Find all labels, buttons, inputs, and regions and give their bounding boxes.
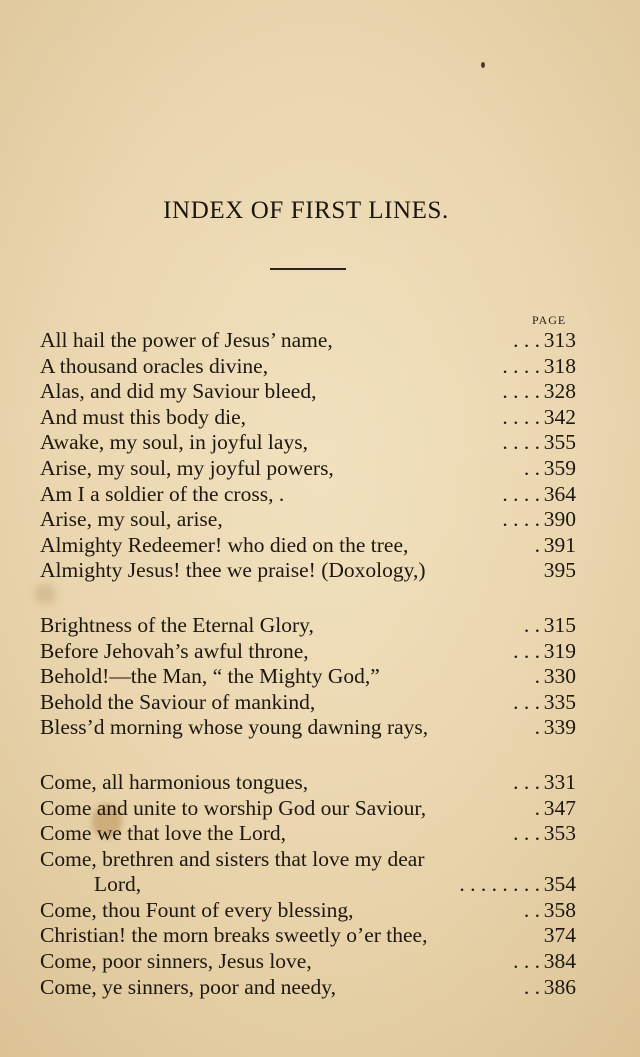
page-number: 315 bbox=[543, 612, 576, 637]
index-entry bbox=[40, 975, 580, 1001]
index-entry bbox=[40, 923, 580, 949]
first-line-text: Behold the Saviour of mankind, bbox=[40, 689, 316, 714]
dot-leader: . . . bbox=[513, 769, 540, 794]
page-title: INDEX OF FIRST LINES. bbox=[163, 197, 449, 224]
first-line-text: Arise, my soul, my joyful powers, bbox=[40, 455, 334, 480]
page-number: 355 bbox=[543, 430, 576, 455]
index-entry bbox=[40, 405, 580, 431]
index-entry bbox=[40, 796, 580, 822]
page-number: 330 bbox=[543, 664, 576, 689]
page-number: 374 bbox=[543, 923, 576, 948]
index-entry bbox=[40, 456, 580, 482]
page-number: 395 bbox=[543, 558, 576, 583]
dot-leader: . . . . bbox=[502, 507, 540, 532]
first-line-text: Come and unite to worship God our Saviour, bbox=[40, 795, 427, 820]
dot-leader: . bbox=[534, 795, 540, 820]
first-line-text: Arise, my soul, arise, bbox=[40, 507, 223, 532]
bleed-through-text bbox=[60, 20, 640, 330]
first-line-text: Come, poor sinners, Jesus love, bbox=[40, 949, 312, 974]
index-entry bbox=[40, 690, 580, 716]
first-line-text: Almighty Jesus! thee we praise! (Doxology,) bbox=[40, 558, 426, 583]
page-number: 313 bbox=[543, 328, 576, 352]
page-number: 364 bbox=[543, 481, 576, 506]
first-line-text: Brightness of the Eternal Glory, bbox=[40, 612, 314, 637]
dot-leader: . . bbox=[523, 974, 540, 999]
first-line-text: All hail the power of Jesus’ name, bbox=[40, 328, 333, 352]
index-entry bbox=[40, 328, 580, 354]
first-line-text: Am I a soldier of the cross, . bbox=[40, 481, 285, 506]
title-rule bbox=[270, 268, 346, 270]
index-entry bbox=[40, 533, 580, 559]
first-line-text: Come, brethren and sisters that love my dear bbox=[40, 846, 425, 871]
page-number: 390 bbox=[543, 507, 576, 532]
index-entry bbox=[40, 613, 580, 639]
first-line-text: A thousand oracles divine, bbox=[40, 353, 269, 378]
first-line-text: Christian! the morn breaks sweetly o’er thee, bbox=[40, 923, 428, 948]
index-group bbox=[40, 328, 580, 584]
index-entry bbox=[40, 482, 580, 508]
dot-leader: . . bbox=[523, 455, 540, 480]
page-number: 358 bbox=[543, 897, 576, 922]
first-line-text: Before Jehovah’s awful throne, bbox=[40, 638, 309, 663]
page-number: 331 bbox=[543, 769, 576, 794]
page-number: 328 bbox=[543, 379, 576, 404]
index-entry bbox=[40, 821, 580, 847]
dot-leader: . . bbox=[523, 612, 540, 637]
index-entry bbox=[40, 558, 580, 584]
page-number: 335 bbox=[543, 689, 576, 714]
dot-leader: . . . bbox=[513, 949, 540, 974]
index-entry bbox=[40, 847, 580, 873]
page-number: 384 bbox=[543, 949, 576, 974]
index-entry bbox=[40, 354, 580, 380]
page-number: 386 bbox=[543, 974, 576, 999]
dot-leader: . . . . bbox=[502, 353, 540, 378]
index-entry bbox=[40, 664, 580, 690]
dot-leader: . . . bbox=[513, 689, 540, 714]
index-entry bbox=[40, 872, 580, 898]
dot-leader: . . . . bbox=[502, 379, 540, 404]
page-number: 347 bbox=[543, 795, 576, 820]
index-entry bbox=[40, 715, 580, 741]
index-group bbox=[40, 770, 580, 1000]
dot-leader: . . bbox=[523, 897, 540, 922]
first-line-text: Come, ye sinners, poor and needy, bbox=[40, 974, 336, 999]
first-line-text: Bless’d morning whose young dawning rays, bbox=[40, 715, 429, 740]
first-line-text: Come we that love the Lord, bbox=[40, 821, 286, 846]
dot-leader: . . . . . . . . bbox=[459, 872, 540, 897]
index-group bbox=[40, 613, 580, 741]
index-entry bbox=[40, 949, 580, 975]
first-line-text: Awake, my soul, in joyful lays, bbox=[40, 430, 308, 455]
first-line-text: Alas, and did my Saviour bleed, bbox=[40, 379, 317, 404]
page-number: 391 bbox=[543, 532, 576, 557]
page-column-label: PAGE bbox=[532, 313, 567, 327]
page-number: 319 bbox=[543, 638, 576, 663]
index-entry bbox=[40, 639, 580, 665]
index-entry bbox=[40, 507, 580, 533]
page-number: 339 bbox=[543, 715, 576, 740]
index-entry bbox=[40, 770, 580, 796]
dot-leader: . bbox=[534, 664, 540, 689]
first-line-text: Behold!—the Man, “ the Mighty God,” bbox=[40, 664, 380, 689]
first-line-text: Almighty Redeemer! who died on the tree, bbox=[40, 532, 409, 557]
dot-leader: . . . . bbox=[502, 430, 540, 455]
dot-leader: . . . . bbox=[502, 404, 540, 429]
page-number: 354 bbox=[543, 872, 576, 897]
index-entry bbox=[40, 898, 580, 924]
index-list bbox=[40, 328, 580, 1029]
first-line-text: Come, all harmonious tongues, bbox=[40, 769, 309, 794]
page-number: 342 bbox=[543, 404, 576, 429]
page-number: 353 bbox=[543, 821, 576, 846]
dot-leader: . bbox=[534, 715, 540, 740]
index-entry bbox=[40, 430, 580, 456]
first-line-text: Come, thou Fount of every blessing, bbox=[40, 897, 354, 922]
dot-leader: . . . bbox=[513, 821, 540, 846]
dot-leader: . . . . bbox=[502, 481, 540, 506]
page-number: 318 bbox=[543, 353, 576, 378]
dot-leader: . bbox=[534, 532, 540, 557]
page-number: 359 bbox=[543, 455, 576, 480]
dot-leader: . . . bbox=[513, 638, 540, 663]
index-entry bbox=[40, 379, 580, 405]
first-line-text: Lord, bbox=[94, 872, 142, 897]
first-line-text: And must this body die, bbox=[40, 404, 247, 429]
ink-speck bbox=[481, 62, 485, 68]
dot-leader: . . . bbox=[513, 328, 540, 352]
